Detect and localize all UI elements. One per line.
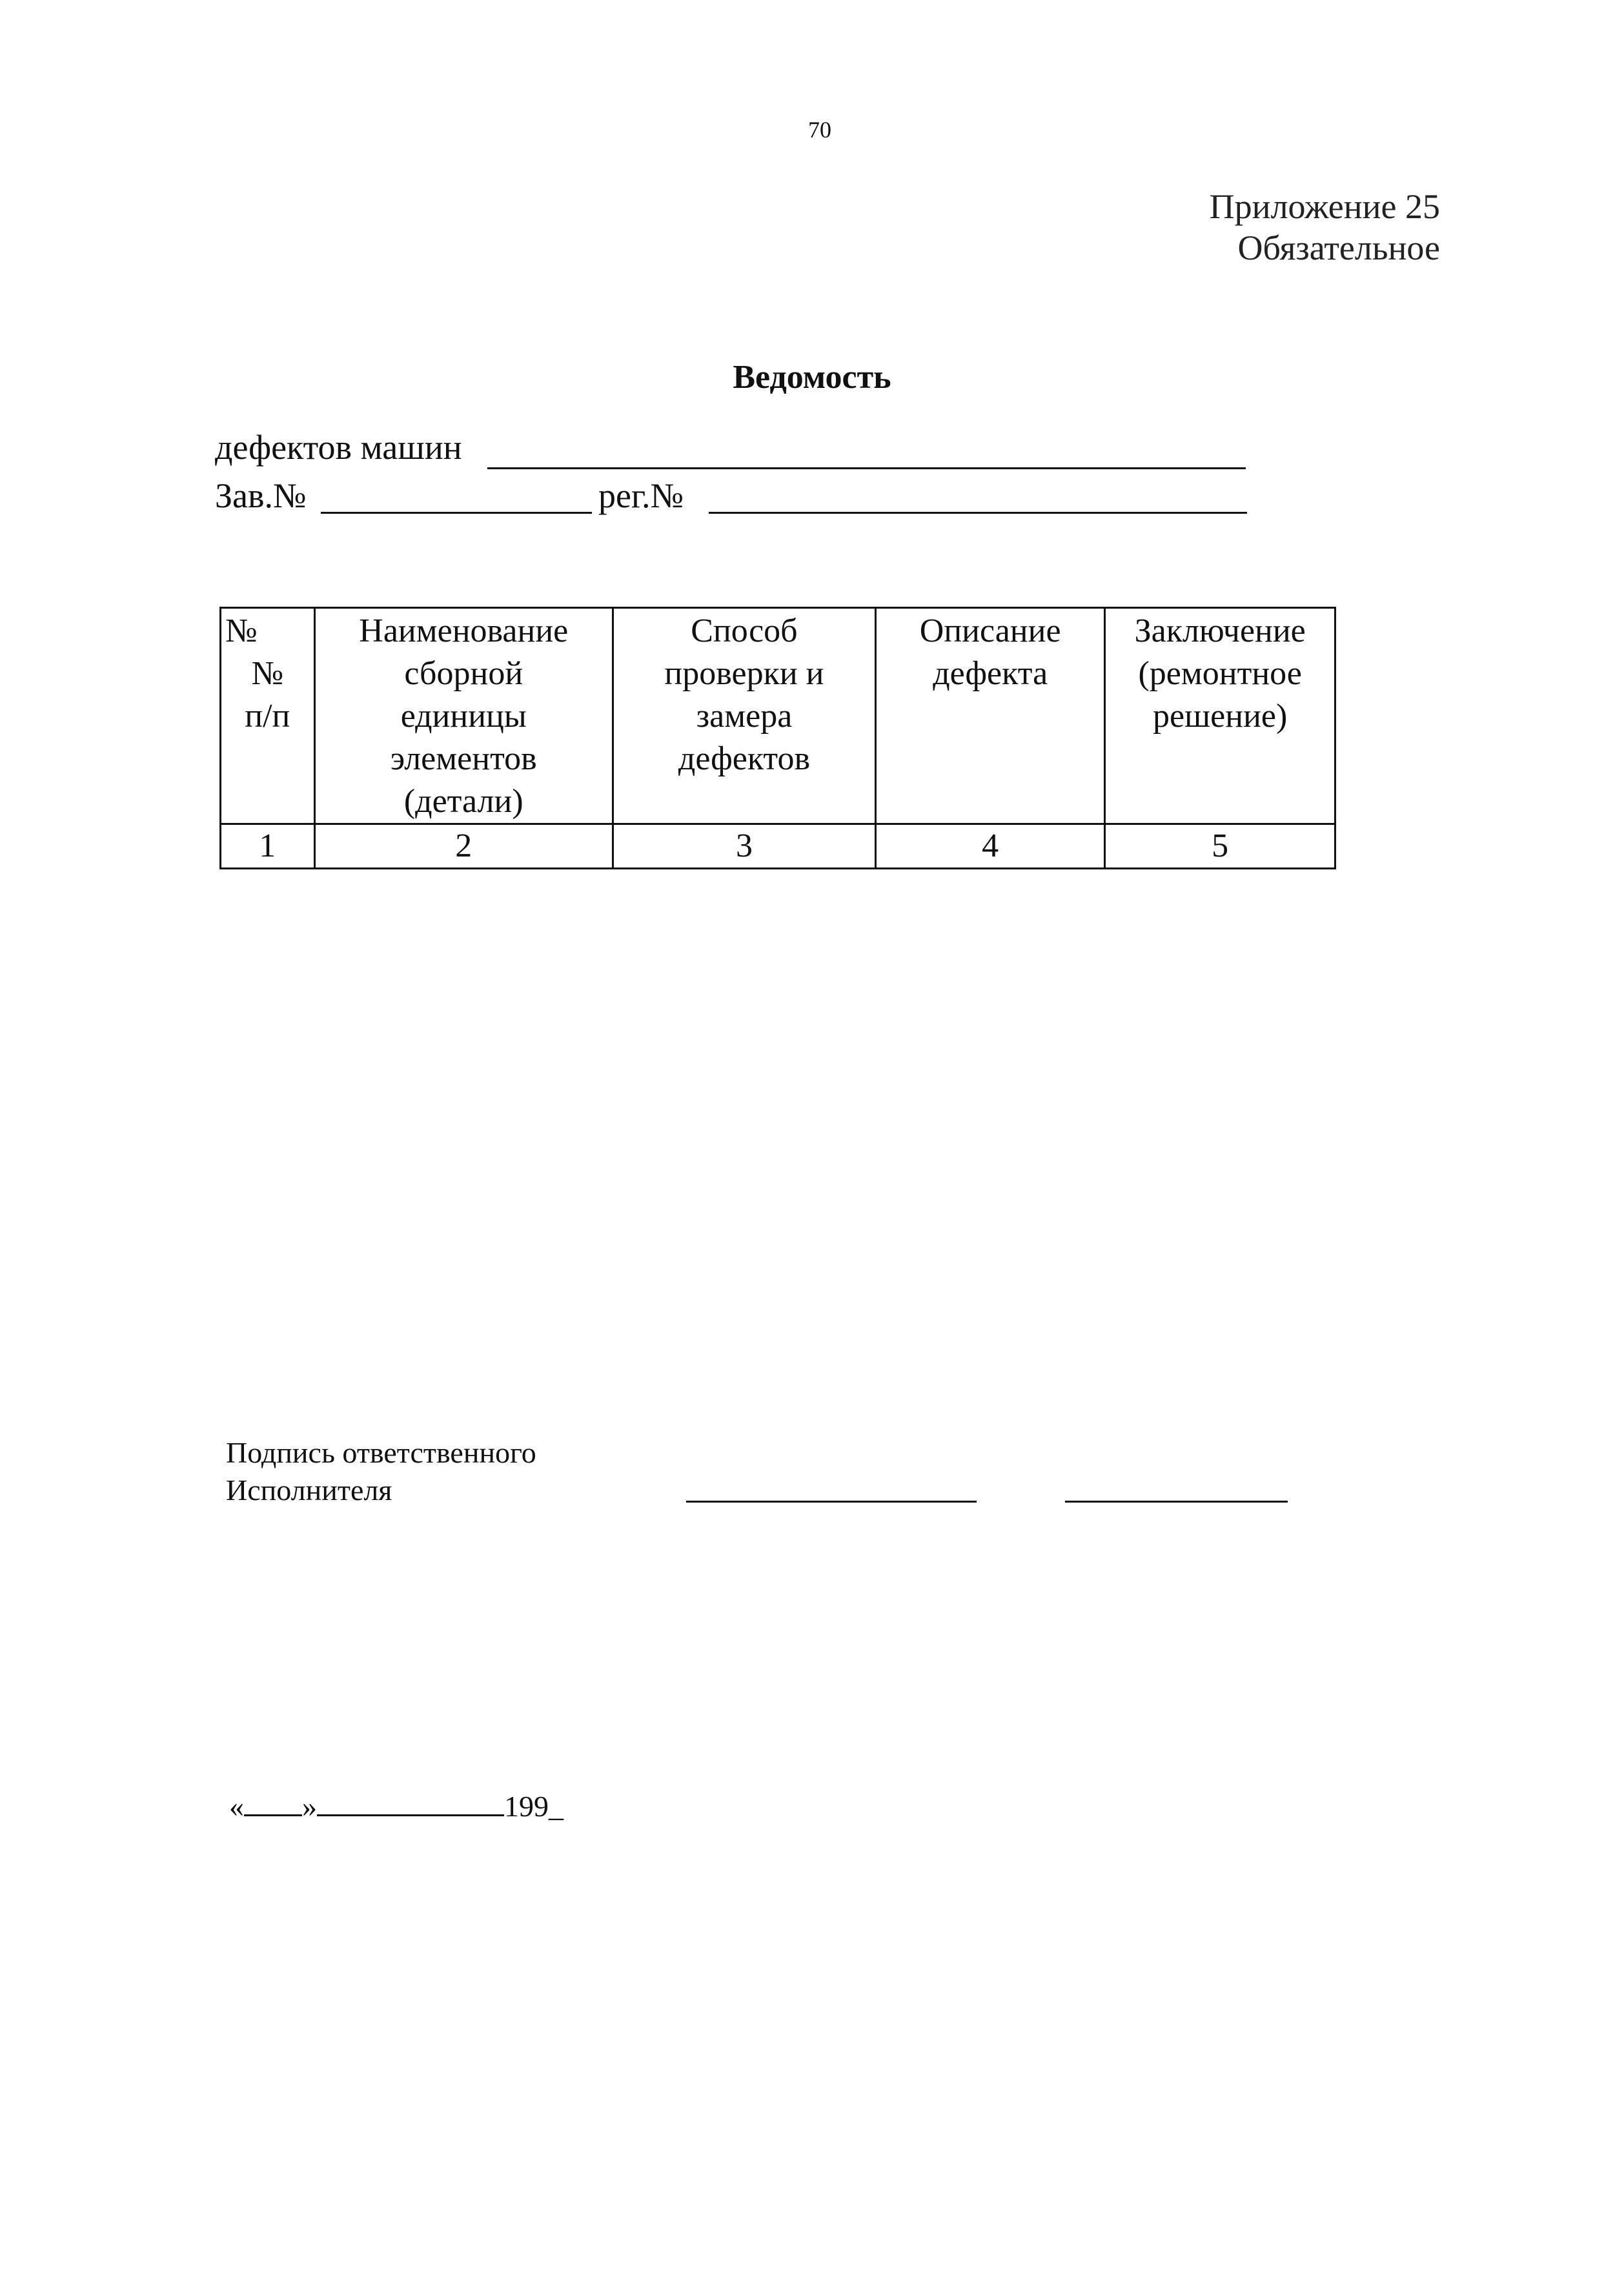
signature-label: Подпись ответственного Исполнителя — [226, 1436, 536, 1506]
defects-table — [219, 607, 1336, 869]
column-number: 2 — [314, 824, 613, 869]
header-cell-name: Наименование сборной единицы элементов (детали) — [314, 608, 613, 824]
column-number: 4 — [875, 824, 1104, 869]
date-close-quote: » — [302, 1790, 317, 1823]
date-month-line[interactable] — [317, 1791, 504, 1816]
date-year: 199_ — [504, 1790, 563, 1823]
signature-line[interactable] — [686, 1501, 977, 1503]
signature-name-line[interactable] — [1065, 1501, 1288, 1503]
header-cell-description: Описание дефекта — [875, 608, 1104, 824]
table-header-row — [221, 608, 1335, 824]
appendix-status: Обязательное — [1237, 228, 1440, 267]
date-line — [229, 1789, 563, 1823]
column-number-row — [221, 824, 1335, 869]
serial-number-line[interactable] — [321, 512, 592, 514]
page-number: 70 — [808, 117, 831, 143]
reg-number-line[interactable] — [709, 512, 1247, 514]
date-open-quote: « — [229, 1790, 244, 1823]
column-number: 1 — [221, 824, 315, 869]
machines-field-label: дефектов машин — [215, 428, 462, 467]
header-cell-method: Способ проверки и замера дефектов — [613, 608, 875, 824]
date-day-line[interactable] — [244, 1791, 302, 1816]
header-cell-number: № № п/п — [221, 608, 315, 824]
appendix-header — [1210, 186, 1440, 269]
document-title: Ведомость — [733, 359, 891, 396]
column-number: 5 — [1105, 824, 1335, 869]
header-cell-conclusion: Заключение (ремонтное решение) — [1105, 608, 1335, 824]
column-number: 3 — [613, 824, 875, 869]
serial-number-label: Зав.№ — [215, 476, 307, 515]
reg-number-label: рег.№ — [598, 476, 684, 515]
machines-field-line[interactable] — [487, 467, 1246, 469]
appendix-number: Приложение 25 — [1209, 187, 1440, 226]
